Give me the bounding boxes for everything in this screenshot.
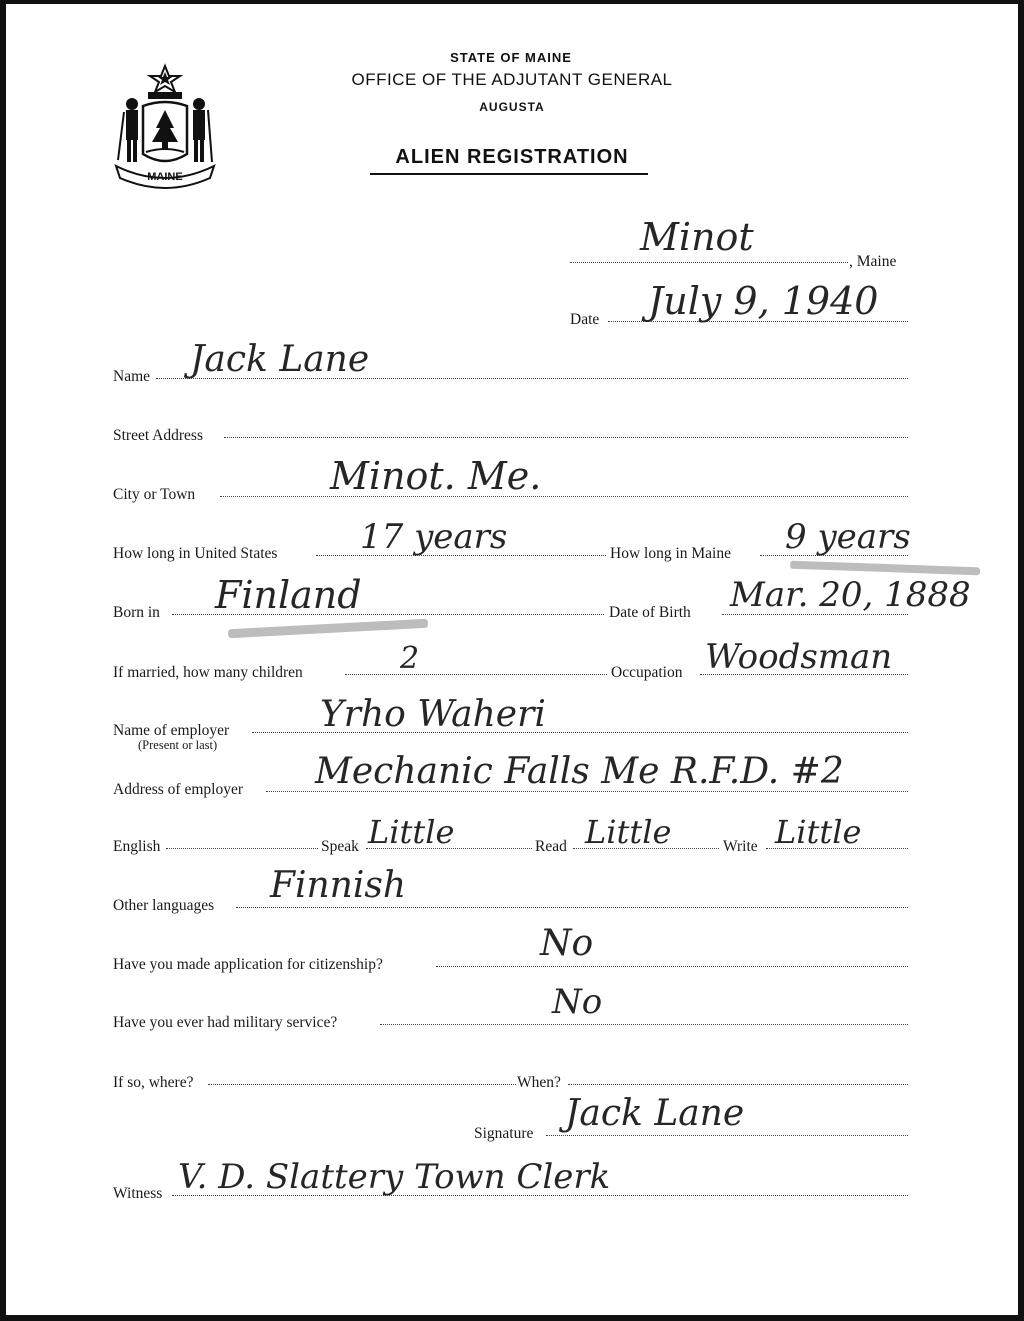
write-label: Write [723,838,758,855]
when-label: When? [517,1074,561,1091]
citizenship-line [436,966,908,967]
pencil-smudge [790,561,980,576]
form-title: ALIEN REGISTRATION [395,146,629,168]
signature-label: Signature [474,1125,534,1142]
born-in-label: Born in [113,604,160,621]
svg-text:MAINE: MAINE [147,171,183,183]
how-long-maine-label: How long in Maine [610,545,731,562]
citizenship-value: No [540,923,594,964]
city-line [220,496,908,497]
name-value: Jack Lane [190,339,370,380]
scan-border-right [1018,0,1024,1321]
children-line [345,674,607,675]
born-in-value: Finland [215,573,362,617]
witness-value: V. D. Slattery Town Clerk [178,1157,611,1197]
how-long-maine-value: 9 years [785,517,911,557]
date-of-birth-label: Date of Birth [609,604,691,621]
name-label: Name [113,368,151,385]
header-office: OFFICE OF THE ADJUTANT GENERAL [351,70,673,89]
read-label: Read [535,838,567,855]
street-label: Street Address [113,427,203,444]
town-value: Minot [640,215,754,259]
city-label: City or Town [113,486,196,503]
read-value: Little [585,813,672,851]
header-city: AUGUSTA [479,100,545,114]
title-underline [370,173,648,175]
speak-value: Little [368,813,455,851]
witness-label: Witness [113,1185,163,1202]
other-languages-label: Other languages [113,897,215,914]
date-of-birth-value: Mar. 20, 1888 [730,575,971,615]
other-languages-line [236,907,908,908]
street-line [224,437,908,438]
english-label: English [113,838,161,855]
occupation-value: Woodsman [705,637,893,677]
signature-value: Jack Lane [565,1093,745,1134]
scan-border-top [0,0,1024,4]
employer-address-label: Address of employer [113,781,243,798]
military-line [380,1024,908,1025]
occupation-label: Occupation [611,664,683,681]
employer-address-value: Mechanic Falls Me R.F.D. #2 [315,751,844,792]
scan-border-bottom [0,1315,1024,1321]
employer-name-note: (Present or last) [138,738,218,752]
write-value: Little [775,813,862,851]
if-so-where-label: If so, where? [113,1074,194,1091]
date-label: Date [570,311,600,328]
scan-border-left [0,0,6,1321]
header-state: STATE OF MAINE [450,50,572,65]
military-value: No [552,982,603,1022]
citizenship-question: Have you made application for citizenship? [113,956,383,973]
maine-label: , Maine [849,253,897,270]
other-languages-value: Finnish [270,865,407,906]
date-value: July 9, 1940 [648,279,879,323]
employer-name-label: Name of employer [113,722,230,739]
military-question: Have you ever had military service? [113,1014,338,1031]
pencil-smudge [228,619,428,638]
employer-name-value: Yrho Waheri [320,694,546,735]
city-value: Minot. Me. [330,454,542,498]
signature-line [546,1135,908,1136]
married-children-label: If married, how many children [113,664,303,681]
how-long-us-value: 17 years [360,517,508,557]
speak-label: Speak [321,838,359,855]
where-line [208,1084,516,1085]
town-line [570,262,848,263]
children-value: 2 [400,641,420,676]
how-long-us-label: How long in United States [113,545,278,562]
english-line [166,848,318,849]
when-line [568,1084,908,1085]
